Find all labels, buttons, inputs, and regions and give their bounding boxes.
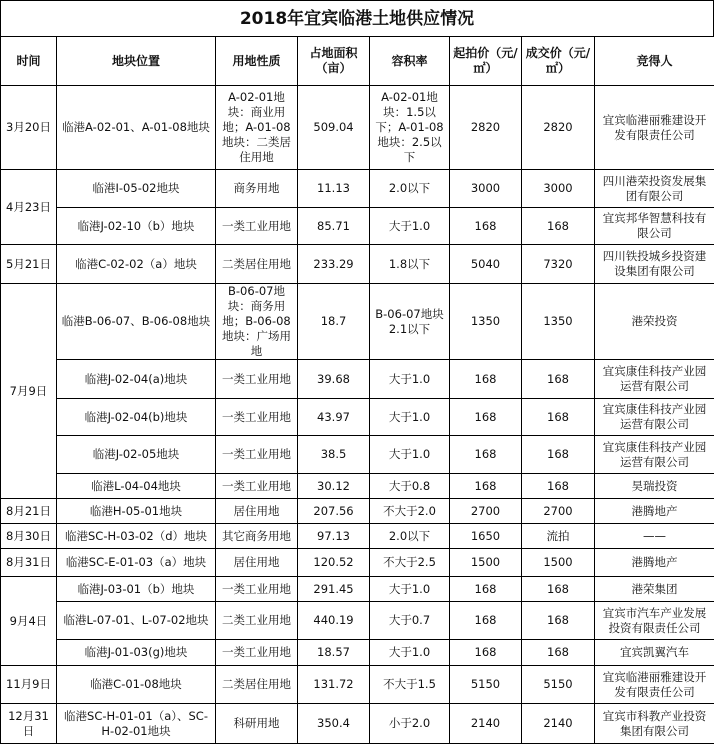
cell-area: 291.45 (298, 577, 370, 602)
table-row (1, 284, 714, 360)
cell-location: 临港J-01-03(g)地块 (57, 640, 216, 666)
cell-start-price: 1350 (450, 284, 522, 360)
cell-usage: 一类工业用地 (216, 399, 298, 436)
table-row (1, 360, 714, 399)
cell-area: 233.29 (298, 245, 370, 284)
table-row (1, 577, 714, 602)
land-supply-table (0, 36, 714, 744)
header-row (1, 37, 714, 86)
cell-far: 大于0.7 (370, 602, 450, 640)
cell-usage: 一类工业用地 (216, 640, 298, 666)
cell-date: 9月4日 (1, 577, 57, 666)
cell-area: 39.68 (298, 360, 370, 399)
cell-far: 大于0.8 (370, 474, 450, 499)
cell-area: 207.56 (298, 499, 370, 524)
cell-start-price: 2820 (450, 86, 522, 170)
cell-winner: 港荣投资 (595, 284, 714, 360)
cell-deal-price: 168 (522, 208, 595, 245)
cell-location: 临港SC-H-03-02（d）地块 (57, 524, 216, 549)
cell-start-price: 3000 (450, 170, 522, 208)
cell-area: 30.12 (298, 474, 370, 499)
cell-start-price: 2700 (450, 499, 522, 524)
cell-deal-price: 流拍 (522, 524, 595, 549)
cell-date: 8月31日 (1, 549, 57, 577)
cell-usage: 居住用地 (216, 499, 298, 524)
cell-deal-price: 168 (522, 577, 595, 602)
cell-location: 临港SC-H-01-01（a）、SC-H-02-01地块 (57, 704, 216, 744)
table-row (1, 602, 714, 640)
cell-start-price: 168 (450, 577, 522, 602)
cell-winner: 宜宾临港丽雅建设开发有限责任公司 (595, 666, 714, 704)
cell-far: 不大于1.5 (370, 666, 450, 704)
cell-start-price: 1500 (450, 549, 522, 577)
cell-start-price: 5040 (450, 245, 522, 284)
cell-start-price: 168 (450, 436, 522, 474)
cell-usage: 二类居住用地 (216, 666, 298, 704)
cell-date: 8月30日 (1, 524, 57, 549)
cell-deal-price: 2820 (522, 86, 595, 170)
cell-usage: 科研用地 (216, 704, 298, 744)
cell-start-price: 2140 (450, 704, 522, 744)
cell-location: 临港J-02-05地块 (57, 436, 216, 474)
cell-start-price: 168 (450, 399, 522, 436)
cell-winner: 宜宾康佳科技产业园运营有限公司 (595, 360, 714, 399)
cell-usage: 一类工业用地 (216, 360, 298, 399)
cell-start-price: 168 (450, 474, 522, 499)
header-date: 时间 (1, 37, 57, 86)
cell-deal-price: 168 (522, 474, 595, 499)
header-deal-price: 成交价（元/㎡） (522, 37, 595, 86)
cell-start-price: 1650 (450, 524, 522, 549)
cell-date: 7月9日 (1, 284, 57, 499)
cell-location: 临港C-01-08地块 (57, 666, 216, 704)
cell-deal-price: 168 (522, 360, 595, 399)
cell-deal-price: 168 (522, 399, 595, 436)
cell-date: 4月23日 (1, 170, 57, 245)
cell-winner: 港腾地产 (595, 499, 714, 524)
cell-far: A-02-01地块：1.5以下；A-01-08地块：2.5以下 (370, 86, 450, 170)
cell-far: 不大于2.5 (370, 549, 450, 577)
cell-date: 11月9日 (1, 666, 57, 704)
cell-area: 97.13 (298, 524, 370, 549)
cell-date: 12月31日 (1, 704, 57, 744)
cell-winner: —— (595, 524, 714, 549)
cell-far: 不大于2.0 (370, 499, 450, 524)
cell-usage: 二类工业用地 (216, 602, 298, 640)
cell-usage: 一类工业用地 (216, 208, 298, 245)
cell-winner: 宜宾市汽车产业发展投资有限责任公司 (595, 602, 714, 640)
cell-deal-price: 1350 (522, 284, 595, 360)
cell-date: 3月20日 (1, 86, 57, 170)
cell-location: 临港H-05-01地块 (57, 499, 216, 524)
table-row (1, 208, 714, 245)
cell-winner: 四川铁投城乡投资建设集团有限公司 (595, 245, 714, 284)
cell-deal-price: 1500 (522, 549, 595, 577)
header-start-price: 起拍价（元/㎡） (450, 37, 522, 86)
cell-winner: 宜宾凯翼汽车 (595, 640, 714, 666)
table-row (1, 704, 714, 744)
cell-date: 5月21日 (1, 245, 57, 284)
cell-deal-price: 7320 (522, 245, 595, 284)
cell-far: 大于1.0 (370, 399, 450, 436)
table-row (1, 499, 714, 524)
cell-start-price: 168 (450, 360, 522, 399)
cell-date: 8月21日 (1, 499, 57, 524)
cell-deal-price: 5150 (522, 666, 595, 704)
cell-deal-price: 3000 (522, 170, 595, 208)
cell-far: B-06-07地块2.1以下 (370, 284, 450, 360)
cell-far: 2.0以下 (370, 524, 450, 549)
cell-winner: 港荣集团 (595, 577, 714, 602)
header-winner: 竞得人 (595, 37, 714, 86)
cell-far: 大于1.0 (370, 360, 450, 399)
header-area: 占地面积（亩） (298, 37, 370, 86)
table-row (1, 86, 714, 170)
cell-usage: 一类工业用地 (216, 577, 298, 602)
cell-location: 临港I-05-02地块 (57, 170, 216, 208)
cell-location: 临港A-02-01、A-01-08地块 (57, 86, 216, 170)
table-row (1, 245, 714, 284)
cell-location: 临港J-02-04(a)地块 (57, 360, 216, 399)
cell-far: 大于1.0 (370, 577, 450, 602)
cell-usage: B-06-07地块：商务用地；B-06-08地块：广场用地 (216, 284, 298, 360)
cell-winner: 宜宾市科教产业投资集团有限公司 (595, 704, 714, 744)
header-location: 地块位置 (57, 37, 216, 86)
cell-far: 大于1.0 (370, 640, 450, 666)
cell-location: 临港SC-E-01-03（a）地块 (57, 549, 216, 577)
cell-far: 小于2.0 (370, 704, 450, 744)
cell-usage: 商务用地 (216, 170, 298, 208)
cell-location: 临港L-07-01、L-07-02地块 (57, 602, 216, 640)
table-row (1, 170, 714, 208)
cell-start-price: 5150 (450, 666, 522, 704)
table-row (1, 436, 714, 474)
cell-area: 120.52 (298, 549, 370, 577)
cell-area: 38.5 (298, 436, 370, 474)
cell-location: 临港J-03-01（b）地块 (57, 577, 216, 602)
cell-far: 大于1.0 (370, 208, 450, 245)
cell-location: 临港B-06-07、B-06-08地块 (57, 284, 216, 360)
cell-start-price: 168 (450, 640, 522, 666)
cell-location: 临港J-02-04(b)地块 (57, 399, 216, 436)
cell-area: 85.71 (298, 208, 370, 245)
cell-deal-price: 2700 (522, 499, 595, 524)
header-usage: 用地性质 (216, 37, 298, 86)
cell-location: 临港L-04-04地块 (57, 474, 216, 499)
cell-area: 440.19 (298, 602, 370, 640)
cell-winner: 四川港荣投资发展集团有限公司 (595, 170, 714, 208)
cell-winner: 宜宾康佳科技产业园运营有限公司 (595, 399, 714, 436)
table-row (1, 640, 714, 666)
cell-winner: 宜宾康佳科技产业园运营有限公司 (595, 436, 714, 474)
cell-location: 临港J-02-10（b）地块 (57, 208, 216, 245)
cell-far: 1.8以下 (370, 245, 450, 284)
cell-deal-price: 168 (522, 436, 595, 474)
cell-far: 2.0以下 (370, 170, 450, 208)
cell-usage: 居住用地 (216, 549, 298, 577)
cell-usage: 一类工业用地 (216, 474, 298, 499)
cell-usage: A-02-01地块：商业用地；A-01-08地块：二类居住用地 (216, 86, 298, 170)
cell-area: 11.13 (298, 170, 370, 208)
header-far: 容积率 (370, 37, 450, 86)
cell-start-price: 168 (450, 602, 522, 640)
cell-area: 18.57 (298, 640, 370, 666)
table-row (1, 474, 714, 499)
cell-start-price: 168 (450, 208, 522, 245)
cell-far: 大于1.0 (370, 436, 450, 474)
cell-deal-price: 2140 (522, 704, 595, 744)
cell-usage: 一类工业用地 (216, 436, 298, 474)
table-row (1, 666, 714, 704)
cell-deal-price: 168 (522, 640, 595, 666)
cell-usage: 其它商务用地 (216, 524, 298, 549)
cell-winner: 昊瑞投资 (595, 474, 714, 499)
cell-deal-price: 168 (522, 602, 595, 640)
cell-winner: 宜宾临港丽雅建设开发有限责任公司 (595, 86, 714, 170)
cell-area: 509.04 (298, 86, 370, 170)
cell-location: 临港C-02-02（a）地块 (57, 245, 216, 284)
table-row (1, 524, 714, 549)
cell-winner: 港腾地产 (595, 549, 714, 577)
cell-area: 131.72 (298, 666, 370, 704)
cell-area: 43.97 (298, 399, 370, 436)
cell-area: 18.7 (298, 284, 370, 360)
cell-area: 350.4 (298, 704, 370, 744)
page-title: 2018年宜宾临港土地供应情况 (0, 0, 714, 36)
cell-winner: 宜宾邦华智慧科技有限公司 (595, 208, 714, 245)
table-row (1, 549, 714, 577)
table-row (1, 399, 714, 436)
cell-usage: 二类居住用地 (216, 245, 298, 284)
